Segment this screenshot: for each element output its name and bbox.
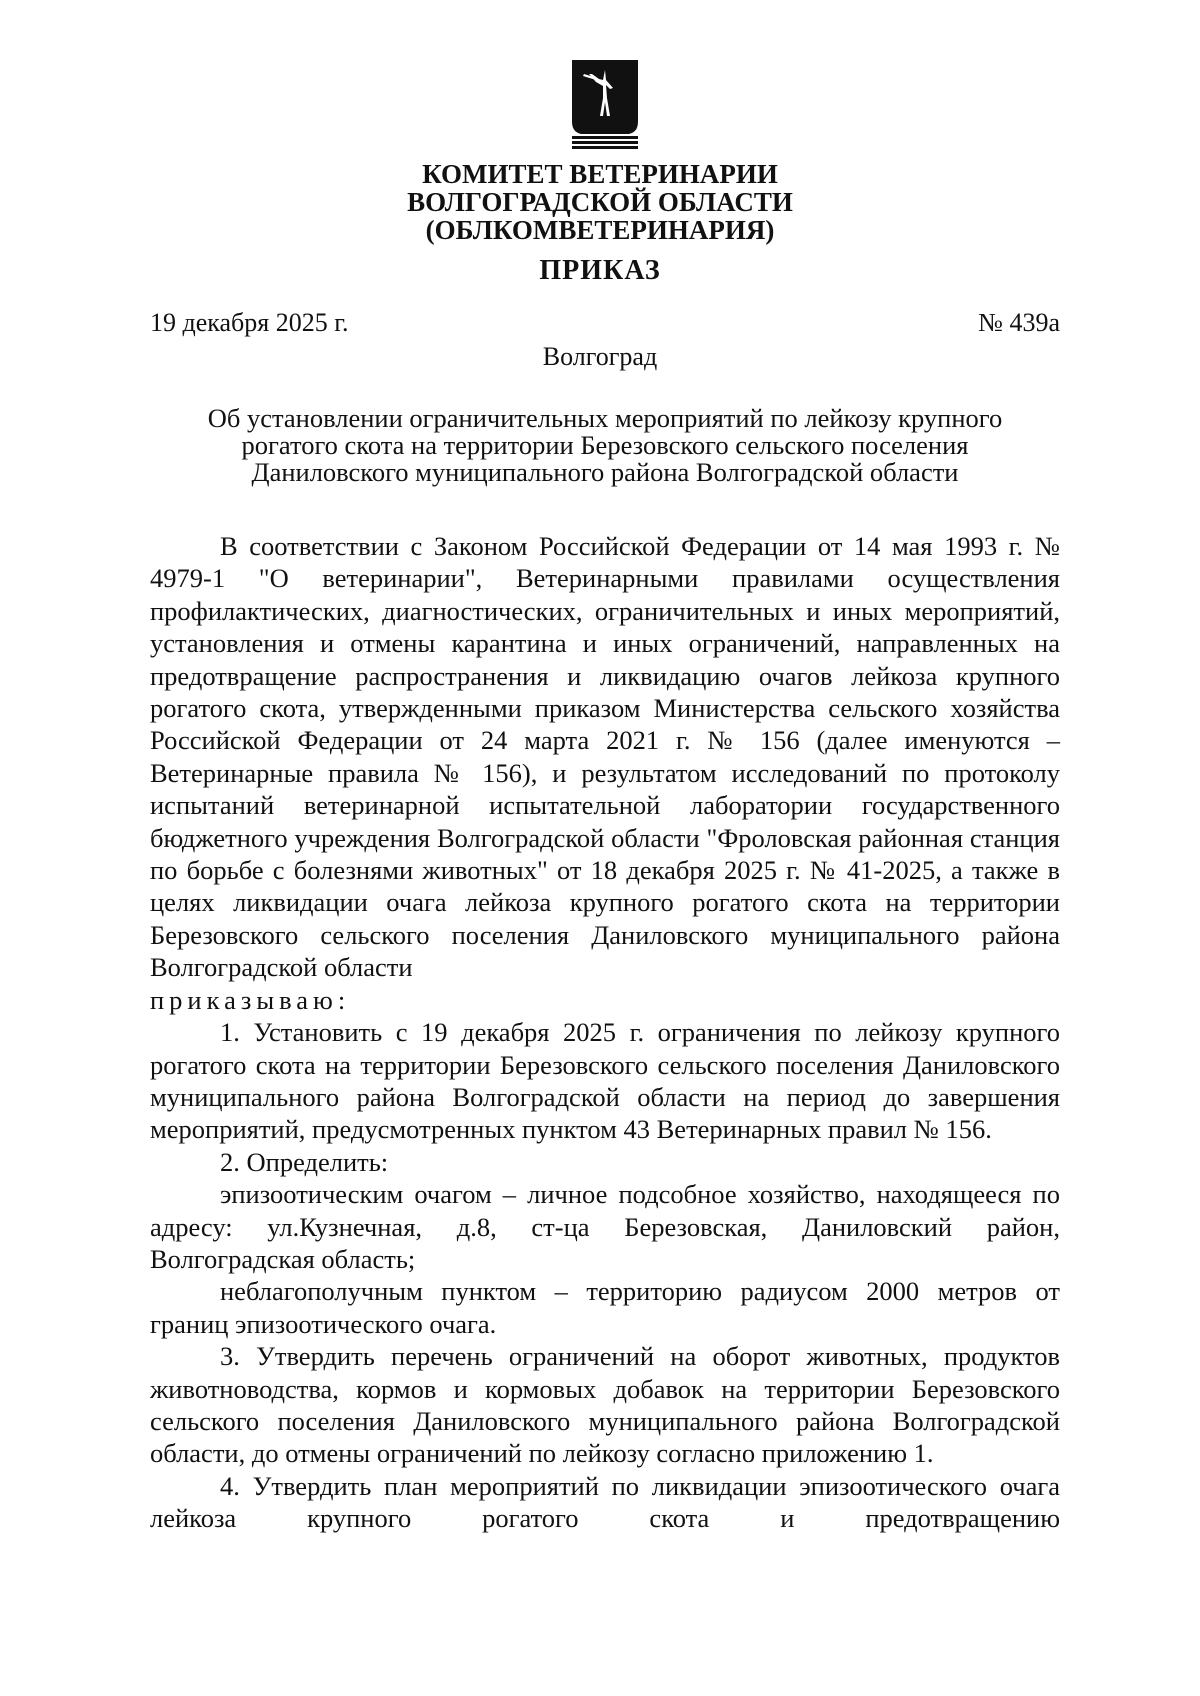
org-line-2: ВОЛГОГРАДСКОЙ ОБЛАСТИ: [407, 187, 793, 217]
document-city: Волгоград: [542, 342, 658, 371]
item-3-paragraph: 3. Утвердить перечень ограничений на оборот животных, продуктов животноводства, кормов и кормовых добавок на территории Березовского сельского поселения Даниловского муниципального района Волгоградской области, до отмены ограничений по лейкозу согласно приложению 1.: [150, 1341, 1060, 1469]
subject-line-2: рогатого скота на территории Березовского сельского поселения: [241, 430, 969, 460]
organization-name: [0, 160, 1200, 244]
coat-of-arms-icon: [569, 58, 641, 152]
org-line-3: (ОБЛКОМВЕТЕРИНАРИЯ): [425, 215, 775, 245]
preamble-paragraph: В соответствии с Законом Российской Федерации от 14 мая 1993 г. № 4979-1 "О ветеринарии", Ветеринарными правилами осуществления профилактических, диагностических, ограничительных и иных мероприятий, установления и отмены карантина и иных ограничений, направленных на предотвращение распространения и ликвидацию очагов лейкоза крупного рогатого скота, утвержденными приказом Министерства сельского хозяйства Российской Федерации от 24 марта 2021 г. № 156 (далее именуются – Ветеринарные правила № 156), и результатом исследований по протоколу испытаний ветеринарной испытательной лаборатории государственного бюджетного учреждения Волгоградской области "Фроловская районная станция по борьбе с болезнями животных" от 18 декабря 2025 г. № 41-2025, а также в целях ликвидации очага лейкоза крупного рогатого скота на территории Березовского сельского поселения Даниловского муниципального района Волгоградской области: [150, 531, 1060, 983]
order-word: приказываю:: [150, 984, 351, 1015]
item-1-paragraph: 1. Установить с 19 декабря 2025 г. ограничения по лейкозу крупного рогатого скота на территории Березовского сельского поселения Даниловского муниципального района Волгоградской области на период до завершения мероприятий, предусмотренных пунктом 43 Ветеринарных правил № 156.: [150, 1017, 1060, 1145]
subject-line-1: Об установлении ограничительных мероприятий по лейкозу крупного: [207, 403, 1003, 433]
item-2-paragraph: 2. Определить:: [220, 1146, 389, 1177]
document-subject: [150, 405, 1060, 486]
document-body: [150, 530, 1060, 1535]
document-date: 19 декабря 2025 г.: [150, 308, 349, 337]
org-line-1: КОМИТЕТ ВЕТЕРИНАРИИ: [422, 159, 778, 189]
document-number: № 439а: [978, 308, 1060, 337]
item-4-paragraph: 4. Утвердить план мероприятий по ликвидации эпизоотического очага лейкоза крупного рогатого скота и предотвращению: [150, 1470, 1060, 1534]
item-2b-paragraph: неблагополучным пунктом – территорию радиусом 2000 метров от границ эпизоотического очага.: [150, 1276, 1060, 1339]
item-2a-paragraph: эпизоотическим очагом – личное подсобное хозяйство, находящееся по адресу: ул.Кузнечная, д.8, ст-ца Березовская, Даниловский район, Волгоградская область;: [150, 1179, 1060, 1274]
subject-line-3: Даниловского муниципального района Волгоградской области: [251, 457, 959, 487]
document-type: ПРИКАЗ: [539, 255, 661, 286]
